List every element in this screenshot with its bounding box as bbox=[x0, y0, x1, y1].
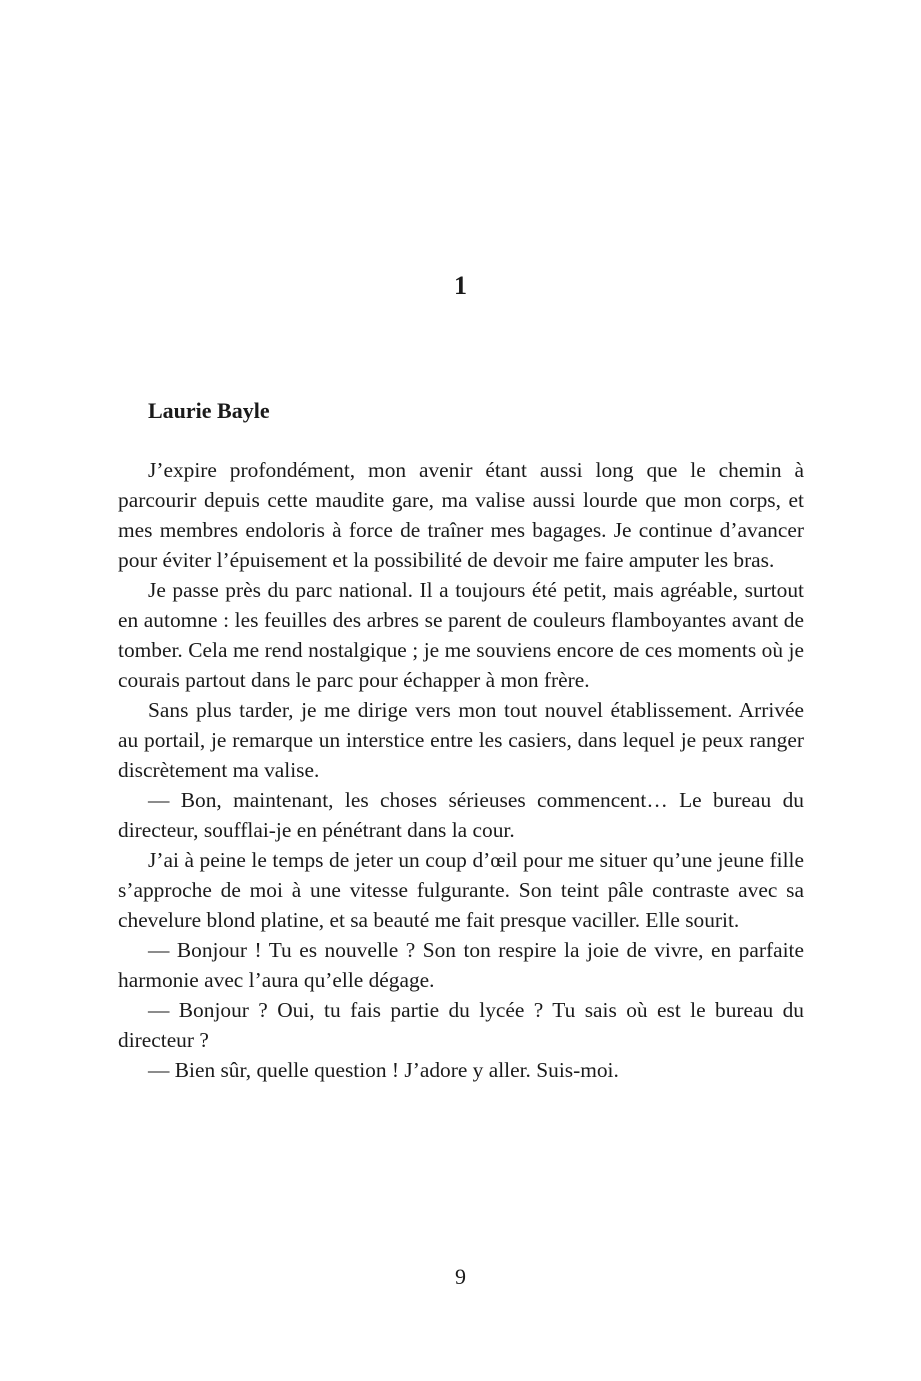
dialogue-line: — Bonjour ! Tu es nouvelle ? Son ton respire la joie de vivre, en parfaite harmonie avec l’aura qu’elle dégage. bbox=[118, 938, 804, 992]
dialogue-line: — Bonjour ? Oui, tu fais partie du lycée ? Tu sais où est le bureau du directeur ? bbox=[118, 998, 804, 1052]
paragraph: J’expire profondément, mon avenir étant aussi long que le chemin à parcourir depuis cette maudite gare, ma valise aussi lourde que mon corps, et mes membres endoloris à force de traîner mes bagages. Je continue d’avancer pour éviter l’épuisement et la possibilité de devoir me faire amputer les bras. bbox=[118, 458, 804, 572]
section-heading: Laurie Bayle bbox=[148, 398, 270, 423]
paragraph: Sans plus tarder, je me dirige vers mon tout nouvel établissement. Arrivée au portail, je remarque un interstice entre les casiers, dans lequel je peux ranger discrètement ma valise. bbox=[118, 698, 804, 782]
paragraph: J’ai à peine le temps de jeter un coup d’œil pour me situer qu’une jeune fille s’approche de moi à une vitesse fulgurante. Son teint pâle contraste avec sa chevelure blond platine, et sa beauté me fait presque vaciller. Elle sourit. bbox=[118, 848, 804, 932]
page-number: 9 bbox=[455, 1264, 466, 1289]
paragraph: Je passe près du parc national. Il a toujours été petit, mais agréable, surtout en automne : les feuilles des arbres se parent de couleurs flamboyantes avant de tomber. Cela me rend nostalgique ; je me souviens encore de ces moments où je courais partout dans le parc pour échapper à mon frère. bbox=[118, 578, 804, 692]
dialogue-line: — Bon, maintenant, les choses sérieuses commencent… Le bureau du directeur, soufflai-je en pénétrant dans la cour. bbox=[118, 788, 804, 842]
dialogue-line: — Bien sûr, quelle question ! J’adore y aller. Suis-moi. bbox=[148, 1058, 619, 1082]
body-text bbox=[118, 455, 804, 1085]
chapter-number: 1 bbox=[454, 271, 467, 300]
